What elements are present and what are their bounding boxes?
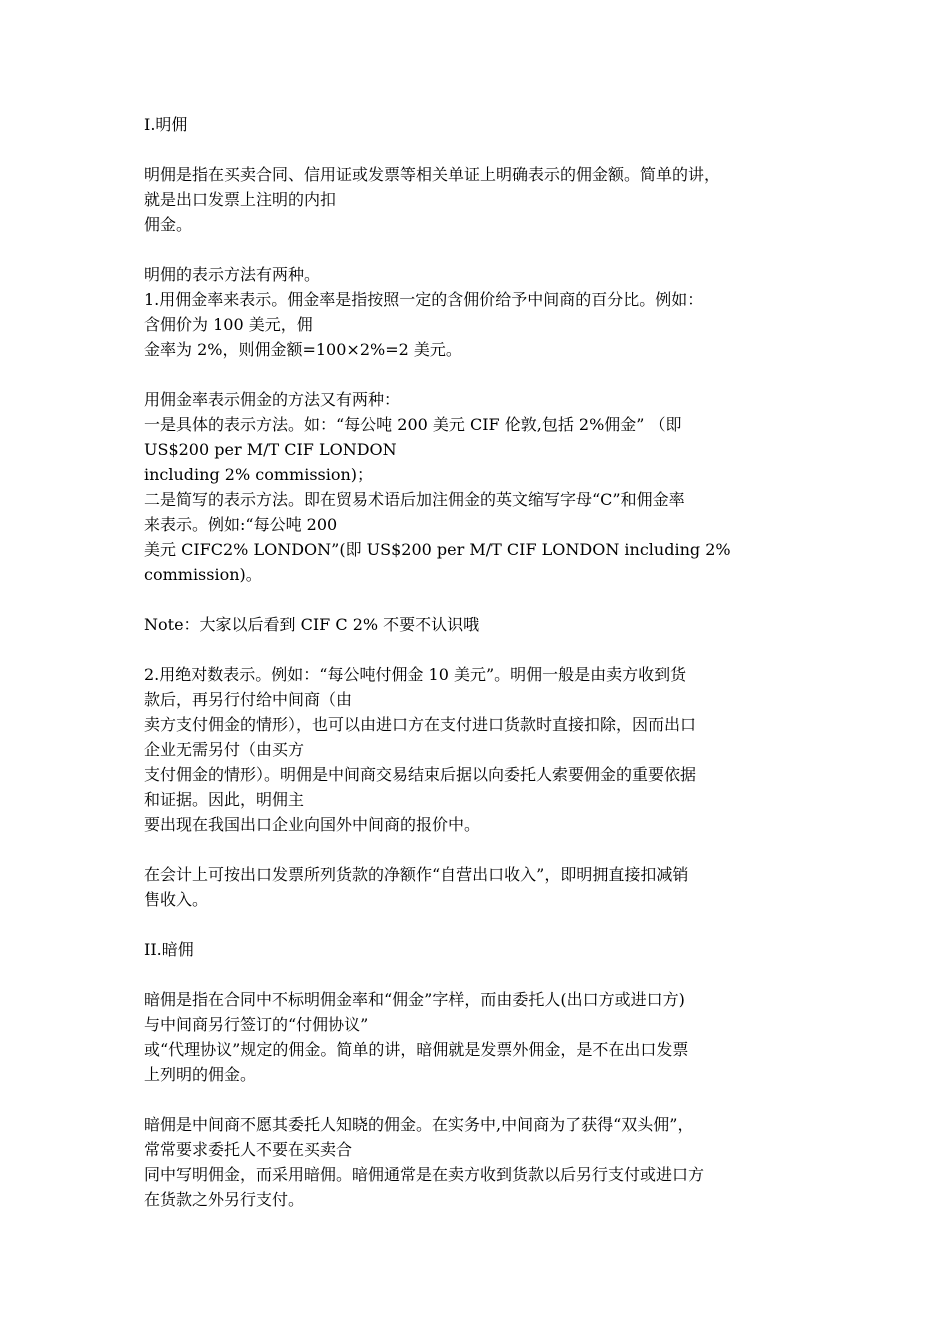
text-line: 支付佣金的情形）。明佣是中间商交易结束后据以向委托人索要佣金的重要依据	[144, 765, 697, 784]
text-line: 暗佣是指在合同中不标明佣金率和“佣金”字样，而由委托人(出口方或进口方)	[144, 990, 685, 1009]
text-line: 与中间商另行签订的“付佣协议”	[144, 1015, 369, 1034]
text-line: 要出现在我国出口企业向国外中间商的报价中。	[144, 815, 481, 834]
text-line: 上列明的佣金。	[144, 1065, 257, 1084]
section-heading-hidden-commission	[144, 937, 816, 962]
text-line: commission)。	[144, 565, 262, 584]
text-line: US$200 per M/T CIF LONDON	[144, 440, 397, 459]
text-line: 和证据。因此，明佣主	[144, 790, 305, 809]
text-line: 来表示。例如:“每公吨 200	[144, 515, 338, 534]
document-body	[144, 112, 816, 1237]
paragraph-absolute-amount	[144, 662, 816, 837]
paragraph-note	[144, 612, 816, 637]
text-line: 佣金。	[144, 215, 193, 234]
paragraph-rate-methods	[144, 387, 816, 587]
text-line: 1.用佣金率来表示。佣金率是指按照一定的含佣价给予中间商的百分比。例如：	[144, 290, 704, 309]
text-line: 常常要求委托人不要在买卖合	[144, 1140, 353, 1159]
paragraph-hidden-practice	[144, 1112, 816, 1212]
text-line: 美元 CIFC2% LONDON”(即 US$200 per M/T CIF LONDON including 2%	[144, 540, 731, 559]
text-line: 售收入。	[144, 890, 209, 909]
text-line: 同中写明佣金，而采用暗佣。暗佣通常是在卖方收到货款以后另行支付或进口方	[144, 1165, 705, 1184]
text-line: 明佣是指在买卖合同、信用证或发票等相关单证上明确表示的佣金额。简单的讲，	[144, 165, 721, 184]
text-line: 金率为 2%，则佣金额=100×2%=2 美元。	[144, 340, 462, 359]
text-line: 暗佣是中间商不愿其委托人知晓的佣金。在实务中,中间商为了获得“双头佣”，	[144, 1115, 694, 1134]
text-line: 2.用绝对数表示。例如：“每公吨付佣金 10 美元”。明佣一般是由卖方收到货	[144, 665, 687, 684]
text-line: 明佣的表示方法有两种。	[144, 265, 321, 284]
section-heading-explicit-commission	[144, 112, 816, 137]
text-line: 含佣价为 100 美元，佣	[144, 315, 313, 334]
text-line: 用佣金率表示佣金的方法又有两种：	[144, 390, 401, 409]
text-line: 一是具体的表示方法。如：“每公吨 200 美元 CIF 伦敦,包括 2%佣金” （即	[144, 415, 682, 434]
paragraph-hidden-definition	[144, 987, 816, 1087]
text-line: 在会计上可按出口发票所列货款的净额作“自营出口收入”，即明拥直接扣减销	[144, 865, 689, 884]
text-line: 在货款之外另行支付。	[144, 1190, 305, 1209]
text-line: 卖方支付佣金的情形），也可以由进口方在支付进口货款时直接扣除，因而出口	[144, 715, 697, 734]
paragraph-explicit-definition	[144, 162, 816, 237]
text-line: including 2% commission)；	[144, 465, 374, 484]
paragraph-expression-methods	[144, 262, 816, 362]
text-line: Note：大家以后看到 CIF C 2% 不要不认识哦	[144, 615, 480, 634]
text-line: 二是简写的表示方法。即在贸易术语后加注佣金的英文缩写字母“C”和佣金率	[144, 490, 685, 509]
paragraph-accounting	[144, 862, 816, 912]
text-line: II.暗佣	[144, 940, 194, 959]
text-line: 企业无需另付（由买方	[144, 740, 305, 759]
text-line: 款后，再另行付给中间商（由	[144, 690, 353, 709]
text-line: 或“代理协议”规定的佣金。简单的讲，暗佣就是发票外佣金，是不在出口发票	[144, 1040, 689, 1059]
text-line: I.明佣	[144, 115, 188, 134]
text-line: 就是出口发票上注明的内扣	[144, 190, 337, 209]
